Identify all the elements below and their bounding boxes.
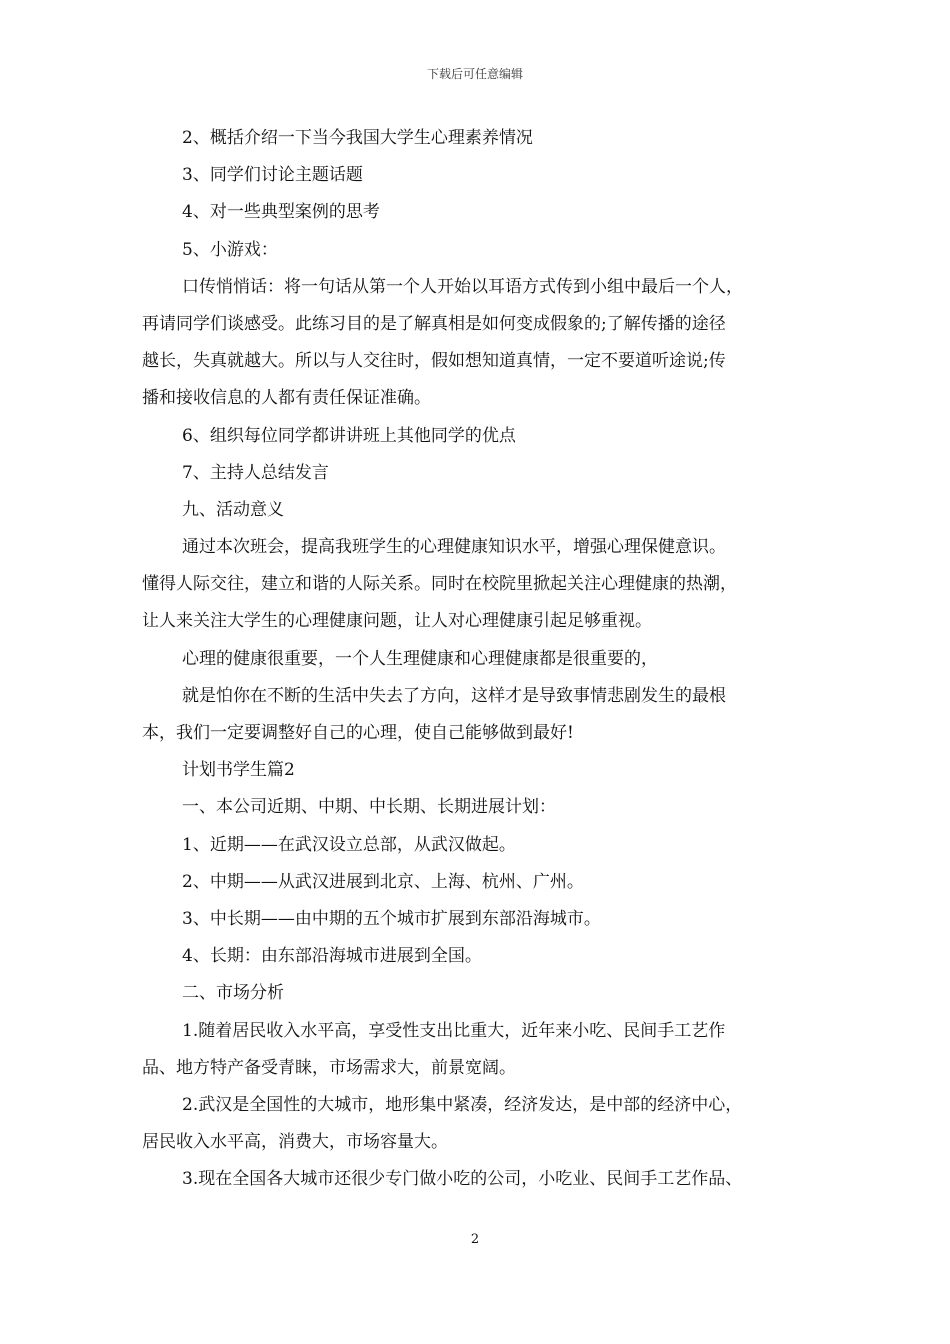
list-item: 4、长期：由东部沿海城市进展到全国。 xyxy=(182,946,482,967)
paragraph-line: 3.现在全国各大城市还很少专门做小吃的公司，小吃业、民间手工艺作品、 xyxy=(182,1169,743,1190)
list-item: 1、近期——在武汉设立总部，从武汉做起。 xyxy=(182,834,516,855)
paragraph-line: 通过本次班会，提高我班学生的心理健康知识水平，增强心理保健意识。 xyxy=(182,537,726,558)
document-body xyxy=(142,120,818,1198)
page-number: 2 xyxy=(470,1232,480,1247)
section-heading: 一、本公司近期、中期、中长期、长期进展计划： xyxy=(182,797,556,818)
paragraph-line: 2.武汉是全国性的大城市，地形集中紧凑，经济发达，是中部的经济中心， xyxy=(182,1094,743,1115)
paragraph-line: 本，我们一定要调整好自己的心理，使自己能够做到最好! xyxy=(142,723,574,743)
page-header: 下载后可任意编辑 xyxy=(426,67,523,81)
paragraph-line: 再请同学们谈感受。此练习目的是了解真相是如何变成假象的;了解传播的途径 xyxy=(142,313,726,334)
list-item: 7、主持人总结发言 xyxy=(182,462,329,483)
paragraph-line: 品、地方特产备受青睐，市场需求大，前景宽阔。 xyxy=(142,1057,516,1078)
paragraph-line: 1.随着居民收入水平高，享受性支出比重大，近年来小吃、民间手工艺作 xyxy=(182,1020,726,1041)
paragraph-line: 就是怕你在不断的生活中失去了方向，这样才是导致事情悲剧发生的最根 xyxy=(182,685,726,706)
list-item: 2、中期——从武汉进展到北京、上海、杭州、广州。 xyxy=(182,871,584,892)
list-item: 5、小游戏： xyxy=(182,239,278,260)
list-item: 2、概括介绍一下当今我国大学生心理素养情况 xyxy=(182,128,533,148)
list-item: 4、对一些典型案例的思考 xyxy=(182,202,380,223)
paragraph-line: 播和接收信息的人都有责任保证准确。 xyxy=(142,388,431,409)
section-heading: 九、活动意义 xyxy=(182,499,284,520)
paragraph-line: 居民收入水平高，消费大，市场容量大。 xyxy=(142,1132,448,1153)
paragraph-line: 口传悄悄话：将一句话从第一个人开始以耳语方式传到小组中最后一个人， xyxy=(182,276,743,297)
list-item: 3、中长期——由中期的五个城市扩展到东部沿海城市。 xyxy=(182,908,601,929)
list-item: 6、组织每位同学都讲讲班上其他同学的优点 xyxy=(182,425,516,446)
paragraph-line: 越长，失真就越大。所以与人交往时，假如想知道真情，一定不要道听途说;传 xyxy=(142,351,726,372)
paragraph-line: 让人来关注大学生的心理健康问题，让人对心理健康引起足够重视。 xyxy=(142,611,652,632)
section-title: 计划书学生篇2 xyxy=(182,760,295,781)
paragraph-line: 懂得人际交往，建立和谐的人际关系。同时在校院里掀起关注心理健康的热潮， xyxy=(142,574,737,595)
paragraph-line: 心理的健康很重要，一个人生理健康和心理健康都是很重要的， xyxy=(182,648,658,669)
list-item: 3、同学们讨论主题话题 xyxy=(182,165,363,186)
section-heading: 二、市场分析 xyxy=(182,983,284,1004)
